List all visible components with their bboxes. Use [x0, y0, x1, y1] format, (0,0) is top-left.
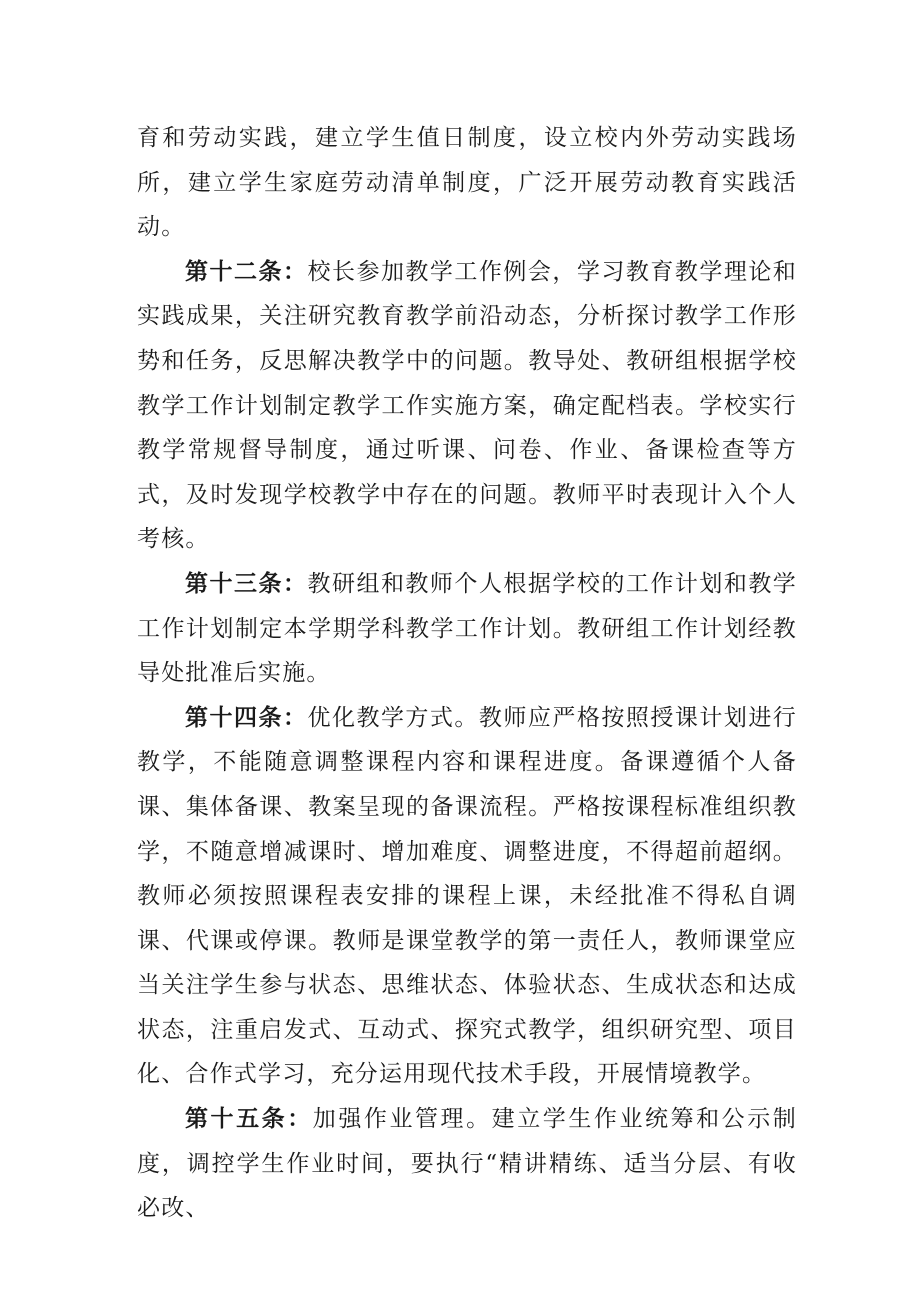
paragraph-article-13 — [137, 562, 797, 696]
paragraph-article-14 — [137, 696, 797, 1097]
paragraph-article-15 — [137, 1097, 797, 1231]
document-body — [137, 116, 797, 1231]
paragraph-text: 优化教学方式。教师应严格按照授课计划进行教学，不能随意调整课程内容和课程进度。备课遵循个人备课、集体备课、教案呈现的备课流程。严格按课程标准组织教学，不随意增减课时、增加难度、调整进度，不得超前超纲。教师必须按照课程表安排的课程上课，未经批准不得私自调课、代课或停课。教师是课堂教学的第一责任人，教师课堂应当关注学生参与状态、思维状态、体验状态、生成状态和达成状态，注重启发式、互动式、探究式教学，组织研究型、项目化、合作式学习，充分运用现代技术手段，开展情境教学。 — [137, 704, 798, 1088]
paragraph-text: 校长参加教学工作例会，学习教育教学理论和实践成果，关注研究教育教学前沿动态，分析探讨教学工作形势和任务，反思解决教学中的问题。教导处、教研组根据学校教学工作计划制定教学工作实施方案，确定配档表。学校实行教学常规督导制度，通过听课、问卷、作业、备课检查等方式，及时发现学校教学中存在的问题。教师平时表现计入个人考核。 — [137, 258, 798, 553]
paragraph-text: 加强作业管理。建立学生作业统筹和公示制度，调控学生作业时间，要执行“精讲精练、适当分层、有收必改、 — [137, 1106, 797, 1222]
article-label: 第十二条： — [185, 258, 308, 285]
article-label: 第十四条： — [185, 704, 308, 731]
article-label: 第十三条： — [185, 570, 308, 597]
paragraph-text: 教研组和教师个人根据学校的工作计划和教学工作计划制定本学期学科教学工作计划。教研组工作计划经教导处批准后实施。 — [137, 570, 798, 687]
article-label: 第十五条： — [185, 1106, 313, 1133]
paragraph-article-12 — [137, 250, 797, 562]
paragraph-text: 育和劳动实践，建立学生值日制度，设立校内外劳动实践场所，建立学生家庭劳动清单制度，广泛开展劳动教育实践活动。 — [137, 125, 797, 241]
paragraph-continued — [137, 116, 797, 250]
